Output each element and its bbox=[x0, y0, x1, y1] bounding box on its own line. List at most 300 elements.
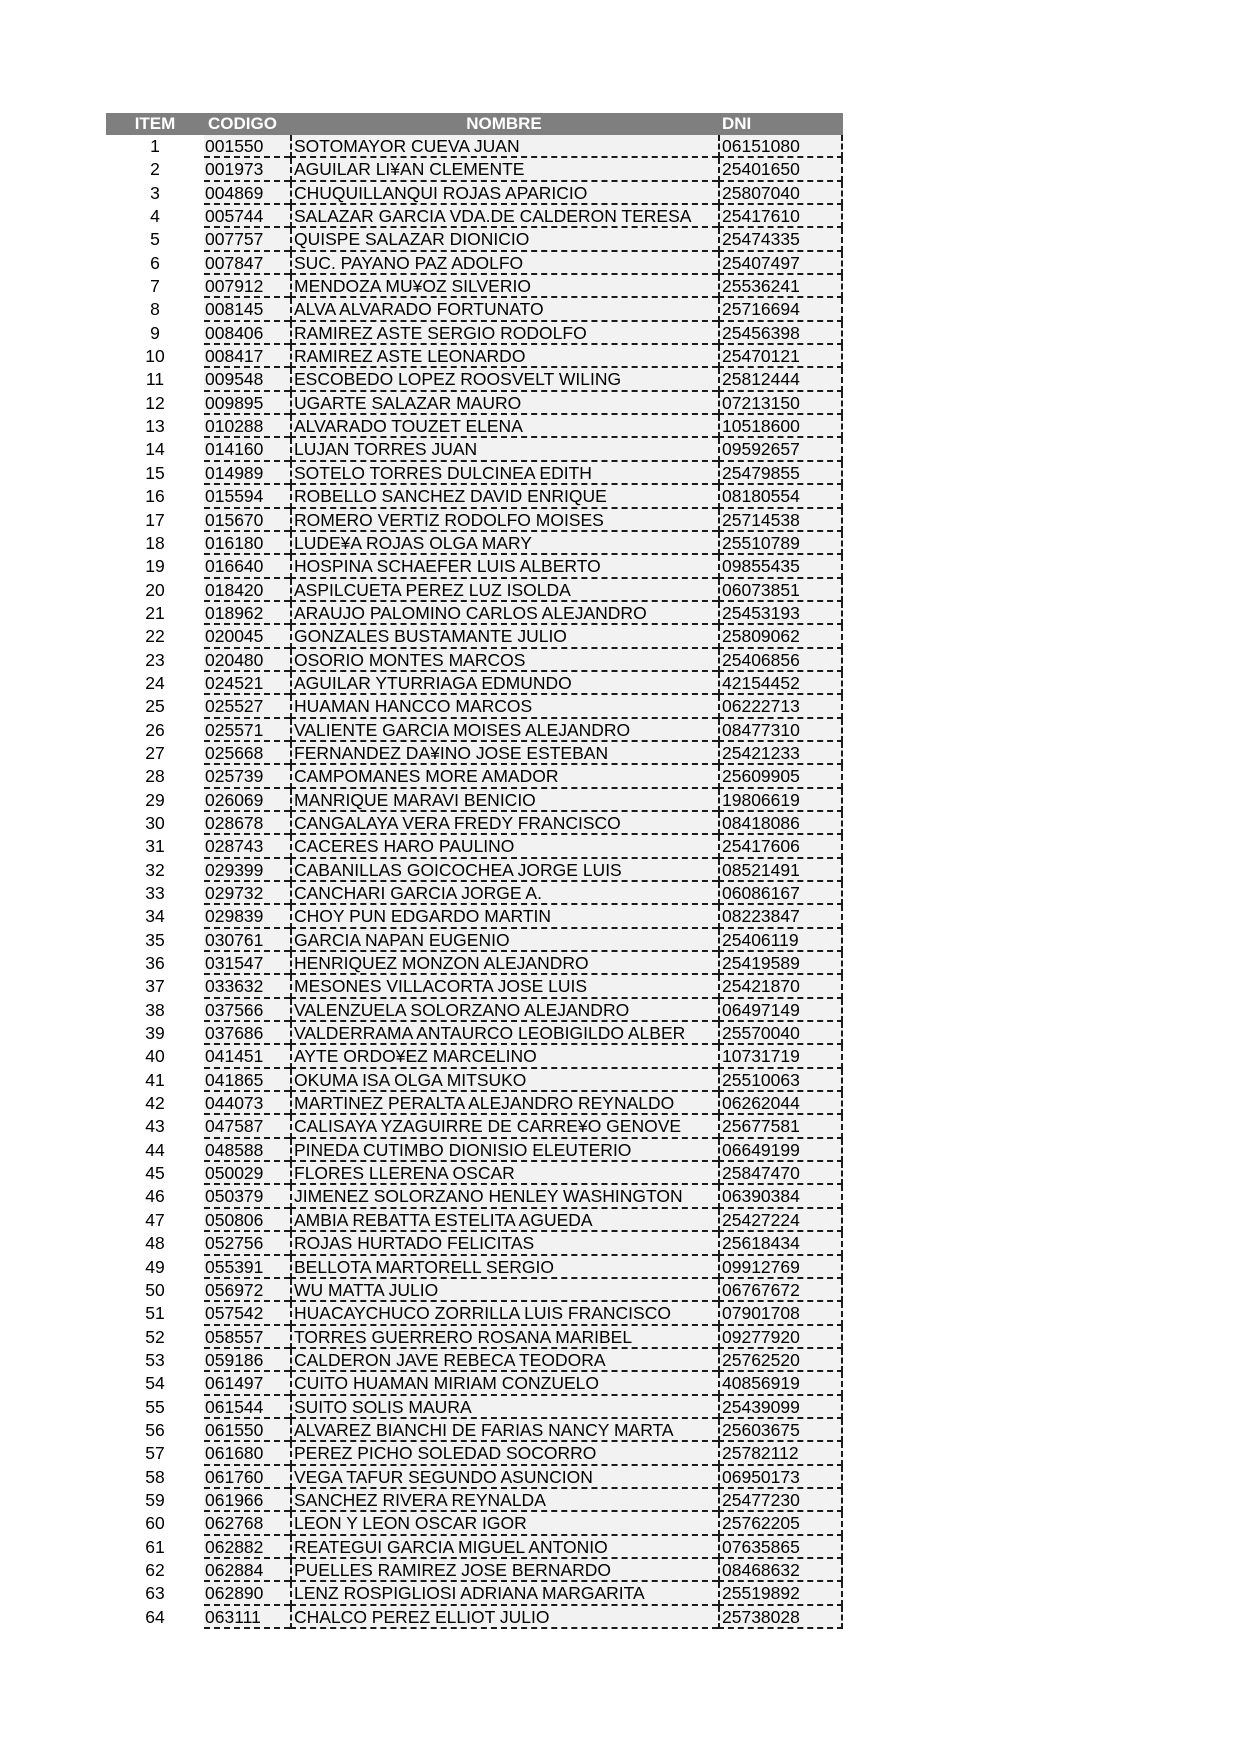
nombre-cell: AGUILAR YTURRIAGA EDMUNDO bbox=[290, 672, 718, 695]
table-row bbox=[106, 765, 843, 788]
dni-cell: 25474335 bbox=[718, 228, 843, 251]
codigo-cell: 061544 bbox=[204, 1396, 290, 1419]
nombre-cell: LENZ ROSPIGLIOSI ADRIANA MARGARITA bbox=[290, 1582, 718, 1605]
nombre-cell: HOSPINA SCHAEFER LUIS ALBERTO bbox=[290, 555, 718, 578]
codigo-cell: 062768 bbox=[204, 1512, 290, 1535]
dni-cell: 06950173 bbox=[718, 1466, 843, 1489]
nombre-cell: CANCHARI GARCIA JORGE A. bbox=[290, 882, 718, 905]
table-row bbox=[106, 532, 843, 555]
table-row bbox=[106, 462, 843, 485]
codigo-cell: 016180 bbox=[204, 532, 290, 555]
dni-cell: 07635865 bbox=[718, 1536, 843, 1559]
codigo-cell: 008406 bbox=[204, 322, 290, 345]
item-cell: 50 bbox=[145, 1279, 165, 1300]
dni-cell: 07901708 bbox=[718, 1302, 843, 1325]
dni-cell: 25510063 bbox=[718, 1069, 843, 1092]
nombre-cell: REATEGUI GARCIA MIGUEL ANTONIO bbox=[290, 1536, 718, 1559]
dni-cell: 25421870 bbox=[718, 975, 843, 998]
item-cell: 15 bbox=[145, 462, 165, 483]
table-row bbox=[106, 485, 843, 508]
nombre-cell: FLORES LLERENA OSCAR bbox=[290, 1162, 718, 1185]
item-cell: 43 bbox=[145, 1116, 165, 1137]
codigo-cell: 018962 bbox=[204, 602, 290, 625]
item-cell: 58 bbox=[145, 1466, 165, 1487]
dni-cell: 07213150 bbox=[718, 392, 843, 415]
item-cell: 41 bbox=[145, 1069, 165, 1090]
codigo-cell: 062890 bbox=[204, 1582, 290, 1605]
item-cell: 2 bbox=[150, 159, 160, 180]
codigo-cell: 050806 bbox=[204, 1209, 290, 1232]
dni-cell: 08521491 bbox=[718, 859, 843, 882]
dni-cell: 09277920 bbox=[718, 1326, 843, 1349]
table-row bbox=[106, 1536, 843, 1559]
codigo-cell: 037686 bbox=[204, 1022, 290, 1045]
header-codigo: CODIGO bbox=[208, 114, 277, 133]
codigo-cell: 058557 bbox=[204, 1326, 290, 1349]
dni-cell: 25677581 bbox=[718, 1115, 843, 1138]
dni-cell: 25716694 bbox=[718, 298, 843, 321]
dni-cell: 19806619 bbox=[718, 789, 843, 812]
dni-cell: 25406119 bbox=[718, 929, 843, 952]
table-row bbox=[106, 1162, 843, 1185]
table-row bbox=[106, 415, 843, 438]
nombre-cell: AGUILAR LI¥AN CLEMENTE bbox=[290, 158, 718, 181]
item-cell: 63 bbox=[145, 1583, 165, 1604]
dni-cell: 25427224 bbox=[718, 1209, 843, 1232]
item-cell: 35 bbox=[145, 929, 165, 950]
dni-cell: 25417606 bbox=[718, 835, 843, 858]
dni-cell: 25453193 bbox=[718, 602, 843, 625]
table-row bbox=[106, 1349, 843, 1372]
codigo-cell: 010288 bbox=[204, 415, 290, 438]
codigo-cell: 025527 bbox=[204, 695, 290, 718]
nombre-cell: GONZALES BUSTAMANTE JULIO bbox=[290, 625, 718, 648]
nombre-cell: TORRES GUERRERO ROSANA MARIBEL bbox=[290, 1326, 718, 1349]
dni-cell: 25536241 bbox=[718, 275, 843, 298]
codigo-cell: 007847 bbox=[204, 252, 290, 275]
nombre-cell: MESONES VILLACORTA JOSE LUIS bbox=[290, 975, 718, 998]
codigo-cell: 052756 bbox=[204, 1232, 290, 1255]
table-row bbox=[106, 555, 843, 578]
nombre-cell: AMBIA REBATTA ESTELITA AGUEDA bbox=[290, 1209, 718, 1232]
dni-cell: 25714538 bbox=[718, 509, 843, 532]
codigo-cell: 061966 bbox=[204, 1489, 290, 1512]
nombre-cell: AYTE ORDO¥EZ MARCELINO bbox=[290, 1045, 718, 1068]
codigo-cell: 015670 bbox=[204, 509, 290, 532]
table-row bbox=[106, 392, 843, 415]
codigo-cell: 014989 bbox=[204, 462, 290, 485]
codigo-cell: 029399 bbox=[204, 859, 290, 882]
dni-cell: 25406856 bbox=[718, 649, 843, 672]
codigo-cell: 009548 bbox=[204, 368, 290, 391]
table-row bbox=[106, 158, 843, 181]
dni-cell: 08223847 bbox=[718, 905, 843, 928]
table-row bbox=[106, 1279, 843, 1302]
codigo-cell: 026069 bbox=[204, 789, 290, 812]
item-cell: 22 bbox=[145, 626, 165, 647]
dni-cell: 06649199 bbox=[718, 1139, 843, 1162]
item-cell: 13 bbox=[145, 416, 165, 437]
dni-cell: 25407497 bbox=[718, 252, 843, 275]
item-cell: 40 bbox=[145, 1046, 165, 1067]
item-cell: 27 bbox=[145, 742, 165, 763]
codigo-cell: 028678 bbox=[204, 812, 290, 835]
item-cell: 14 bbox=[145, 439, 165, 460]
nombre-cell: VALDERRAMA ANTAURCO LEOBIGILDO ALBER bbox=[290, 1022, 718, 1045]
codigo-cell: 025668 bbox=[204, 742, 290, 765]
nombre-cell: SANCHEZ RIVERA REYNALDA bbox=[290, 1489, 718, 1512]
item-cell: 1 bbox=[150, 136, 160, 156]
nombre-cell: VALENZUELA SOLORZANO ALEJANDRO bbox=[290, 999, 718, 1022]
codigo-cell: 041865 bbox=[204, 1069, 290, 1092]
codigo-cell: 050379 bbox=[204, 1185, 290, 1208]
nombre-cell: ASPILCUETA PEREZ LUZ ISOLDA bbox=[290, 579, 718, 602]
nombre-cell: HUAMAN HANCCO MARCOS bbox=[290, 695, 718, 718]
dni-cell: 25738028 bbox=[718, 1606, 843, 1629]
nombre-cell: BELLOTA MARTORELL SERGIO bbox=[290, 1256, 718, 1279]
codigo-cell: 057542 bbox=[204, 1302, 290, 1325]
table-header bbox=[106, 113, 843, 135]
table-row bbox=[106, 1372, 843, 1395]
dni-cell: 25809062 bbox=[718, 625, 843, 648]
nombre-cell: ESCOBEDO LOPEZ ROOSVELT WILING bbox=[290, 368, 718, 391]
dni-cell: 25519892 bbox=[718, 1582, 843, 1605]
nombre-cell: MENDOZA MU¥OZ SILVERIO bbox=[290, 275, 718, 298]
dni-cell: 25510789 bbox=[718, 532, 843, 555]
table-row bbox=[106, 672, 843, 695]
item-cell: 64 bbox=[145, 1606, 165, 1627]
nombre-cell: RAMIREZ ASTE SERGIO RODOLFO bbox=[290, 322, 718, 345]
dni-cell: 06086167 bbox=[718, 882, 843, 905]
codigo-cell: 001550 bbox=[204, 135, 290, 158]
nombre-cell: QUISPE SALAZAR DIONICIO bbox=[290, 228, 718, 251]
table-row bbox=[106, 1092, 843, 1115]
codigo-cell: 061760 bbox=[204, 1466, 290, 1489]
dni-cell: 25419589 bbox=[718, 952, 843, 975]
table-row bbox=[106, 298, 843, 321]
nombre-cell: CABANILLAS GOICOCHEA JORGE LUIS bbox=[290, 859, 718, 882]
table-row bbox=[106, 1069, 843, 1092]
item-cell: 45 bbox=[145, 1163, 165, 1184]
table-row bbox=[106, 1022, 843, 1045]
item-cell: 57 bbox=[145, 1443, 165, 1464]
nombre-cell: PUELLES RAMIREZ JOSE BERNARDO bbox=[290, 1559, 718, 1582]
table-row bbox=[106, 368, 843, 391]
table-row bbox=[106, 1582, 843, 1605]
codigo-cell: 016640 bbox=[204, 555, 290, 578]
item-cell: 61 bbox=[145, 1536, 165, 1557]
dni-cell: 25609905 bbox=[718, 765, 843, 788]
item-cell: 11 bbox=[145, 369, 165, 390]
item-cell: 46 bbox=[145, 1186, 165, 1207]
codigo-cell: 018420 bbox=[204, 579, 290, 602]
dni-cell: 10731719 bbox=[718, 1045, 843, 1068]
table-row bbox=[106, 1559, 843, 1582]
codigo-cell: 029732 bbox=[204, 882, 290, 905]
table-row bbox=[106, 1606, 843, 1629]
dni-cell: 25618434 bbox=[718, 1232, 843, 1255]
item-cell: 38 bbox=[145, 999, 165, 1020]
nombre-cell: OSORIO MONTES MARCOS bbox=[290, 649, 718, 672]
table-row bbox=[106, 719, 843, 742]
dni-cell: 25417610 bbox=[718, 205, 843, 228]
nombre-cell: FERNANDEZ DA¥INO JOSE ESTEBAN bbox=[290, 742, 718, 765]
nombre-cell: CALDERON JAVE REBECA TEODORA bbox=[290, 1349, 718, 1372]
nombre-cell: ROMERO VERTIZ RODOLFO MOISES bbox=[290, 509, 718, 532]
nombre-cell: RAMIREZ ASTE LEONARDO bbox=[290, 345, 718, 368]
table-row bbox=[106, 228, 843, 251]
codigo-cell: 015594 bbox=[204, 485, 290, 508]
codigo-cell: 005744 bbox=[204, 205, 290, 228]
codigo-cell: 007757 bbox=[204, 228, 290, 251]
table-row bbox=[106, 322, 843, 345]
item-cell: 30 bbox=[145, 812, 165, 833]
codigo-cell: 050029 bbox=[204, 1162, 290, 1185]
dni-cell: 09592657 bbox=[718, 438, 843, 461]
table-row bbox=[106, 1442, 843, 1465]
dni-cell: 10518600 bbox=[718, 415, 843, 438]
dni-cell: 25456398 bbox=[718, 322, 843, 345]
nombre-cell: HENRIQUEZ MONZON ALEJANDRO bbox=[290, 952, 718, 975]
nombre-cell: CHALCO PEREZ ELLIOT JULIO bbox=[290, 1606, 718, 1629]
item-cell: 24 bbox=[145, 672, 165, 693]
codigo-cell: 020480 bbox=[204, 649, 290, 672]
nombre-cell: CALISAYA YZAGUIRRE DE CARRE¥O GENOVE bbox=[290, 1115, 718, 1138]
dni-cell: 25401650 bbox=[718, 158, 843, 181]
codigo-cell: 029839 bbox=[204, 905, 290, 928]
table-row bbox=[106, 1302, 843, 1325]
table-row bbox=[106, 1209, 843, 1232]
dni-cell: 40856919 bbox=[718, 1372, 843, 1395]
item-cell: 34 bbox=[145, 906, 165, 927]
table-row bbox=[106, 1326, 843, 1349]
codigo-cell: 025571 bbox=[204, 719, 290, 742]
dni-cell: 25479855 bbox=[718, 462, 843, 485]
table-row bbox=[106, 695, 843, 718]
item-cell: 4 bbox=[150, 206, 160, 227]
item-cell: 18 bbox=[145, 532, 165, 553]
item-cell: 52 bbox=[145, 1326, 165, 1347]
nombre-cell: ARAUJO PALOMINO CARLOS ALEJANDRO bbox=[290, 602, 718, 625]
table-row bbox=[106, 1396, 843, 1419]
codigo-cell: 044073 bbox=[204, 1092, 290, 1115]
item-cell: 12 bbox=[145, 392, 165, 413]
codigo-cell: 033632 bbox=[204, 975, 290, 998]
dni-cell: 25570040 bbox=[718, 1022, 843, 1045]
codigo-cell: 062884 bbox=[204, 1559, 290, 1582]
item-cell: 42 bbox=[145, 1093, 165, 1114]
table-row bbox=[106, 252, 843, 275]
table-row bbox=[106, 952, 843, 975]
codigo-cell: 048588 bbox=[204, 1139, 290, 1162]
item-cell: 8 bbox=[150, 299, 160, 320]
item-cell: 9 bbox=[150, 322, 160, 343]
dni-cell: 09912769 bbox=[718, 1256, 843, 1279]
dni-cell: 25603675 bbox=[718, 1419, 843, 1442]
table-row bbox=[106, 882, 843, 905]
table-row bbox=[106, 999, 843, 1022]
codigo-cell: 004869 bbox=[204, 182, 290, 205]
data-table bbox=[106, 113, 843, 1629]
table-row bbox=[106, 905, 843, 928]
dni-cell: 25847470 bbox=[718, 1162, 843, 1185]
item-cell: 32 bbox=[145, 859, 165, 880]
item-cell: 33 bbox=[145, 883, 165, 903]
nombre-cell: UGARTE SALAZAR MAURO bbox=[290, 392, 718, 415]
codigo-cell: 009895 bbox=[204, 392, 290, 415]
nombre-cell: VALIENTE GARCIA MOISES ALEJANDRO bbox=[290, 719, 718, 742]
nombre-cell: PEREZ PICHO SOLEDAD SOCORRO bbox=[290, 1442, 718, 1465]
nombre-cell: SUITO SOLIS MAURA bbox=[290, 1396, 718, 1419]
codigo-cell: 008145 bbox=[204, 298, 290, 321]
dni-cell: 06390384 bbox=[718, 1185, 843, 1208]
item-cell: 36 bbox=[145, 953, 165, 974]
nombre-cell: SUC. PAYANO PAZ ADOLFO bbox=[290, 252, 718, 275]
codigo-cell: 001973 bbox=[204, 158, 290, 181]
item-cell: 17 bbox=[145, 509, 165, 530]
nombre-cell: ROJAS HURTADO FELICITAS bbox=[290, 1232, 718, 1255]
table-row bbox=[106, 742, 843, 765]
item-cell: 20 bbox=[145, 579, 165, 600]
table-row bbox=[106, 509, 843, 532]
nombre-cell: SOTOMAYOR CUEVA JUAN bbox=[290, 135, 718, 158]
item-cell: 16 bbox=[145, 486, 165, 507]
dni-cell: 25439099 bbox=[718, 1396, 843, 1419]
nombre-cell: CAMPOMANES MORE AMADOR bbox=[290, 765, 718, 788]
item-cell: 10 bbox=[145, 346, 165, 367]
table-row bbox=[106, 812, 843, 835]
dni-cell: 08468632 bbox=[718, 1559, 843, 1582]
item-cell: 3 bbox=[150, 182, 160, 203]
codigo-cell: 041451 bbox=[204, 1045, 290, 1068]
item-cell: 44 bbox=[145, 1139, 165, 1160]
codigo-cell: 028743 bbox=[204, 835, 290, 858]
nombre-cell: JIMENEZ SOLORZANO HENLEY WASHINGTON bbox=[290, 1185, 718, 1208]
item-cell: 37 bbox=[145, 976, 165, 997]
table-row bbox=[106, 1185, 843, 1208]
nombre-cell: SALAZAR GARCIA VDA.DE CALDERON TERESA bbox=[290, 205, 718, 228]
dni-cell: 06222713 bbox=[718, 695, 843, 718]
codigo-cell: 062882 bbox=[204, 1536, 290, 1559]
dni-cell: 08180554 bbox=[718, 485, 843, 508]
nombre-cell: CACERES HARO PAULINO bbox=[290, 835, 718, 858]
table-row bbox=[106, 182, 843, 205]
codigo-cell: 025739 bbox=[204, 765, 290, 788]
nombre-cell: MANRIQUE MARAVI BENICIO bbox=[290, 789, 718, 812]
table-row bbox=[106, 835, 843, 858]
dni-cell: 08477310 bbox=[718, 719, 843, 742]
table-row bbox=[106, 1466, 843, 1489]
codigo-cell: 055391 bbox=[204, 1256, 290, 1279]
dni-cell: 06497149 bbox=[718, 999, 843, 1022]
dni-cell: 25762520 bbox=[718, 1349, 843, 1372]
dni-cell: 06767672 bbox=[718, 1279, 843, 1302]
item-cell: 54 bbox=[145, 1373, 165, 1394]
dni-cell: 06262044 bbox=[718, 1092, 843, 1115]
item-cell: 51 bbox=[145, 1303, 165, 1324]
dni-cell: 25421233 bbox=[718, 742, 843, 765]
dni-cell: 08418086 bbox=[718, 812, 843, 835]
table-row bbox=[106, 859, 843, 882]
codigo-cell: 037566 bbox=[204, 999, 290, 1022]
item-cell: 26 bbox=[145, 719, 165, 740]
codigo-cell: 063111 bbox=[204, 1606, 290, 1629]
item-cell: 23 bbox=[145, 649, 165, 670]
nombre-cell: LUJAN TORRES JUAN bbox=[290, 438, 718, 461]
table-row bbox=[106, 205, 843, 228]
header-dni: DNI bbox=[722, 114, 752, 133]
dni-cell: 09855435 bbox=[718, 555, 843, 578]
nombre-cell: ROBELLO SANCHEZ DAVID ENRIQUE bbox=[290, 485, 718, 508]
table-row bbox=[106, 438, 843, 461]
nombre-cell: VEGA TAFUR SEGUNDO ASUNCION bbox=[290, 1466, 718, 1489]
item-cell: 49 bbox=[145, 1256, 165, 1277]
nombre-cell: ALVARADO TOUZET ELENA bbox=[290, 415, 718, 438]
nombre-cell: CANGALAYA VERA FREDY FRANCISCO bbox=[290, 812, 718, 835]
codigo-cell: 020045 bbox=[204, 625, 290, 648]
item-cell: 62 bbox=[145, 1559, 165, 1580]
codigo-cell: 056972 bbox=[204, 1279, 290, 1302]
table-row bbox=[106, 929, 843, 952]
nombre-cell: OKUMA ISA OLGA MITSUKO bbox=[290, 1069, 718, 1092]
table-row bbox=[106, 1419, 843, 1442]
item-cell: 48 bbox=[145, 1233, 165, 1254]
item-cell: 39 bbox=[145, 1023, 165, 1044]
table-row bbox=[106, 1512, 843, 1535]
table-row bbox=[106, 1045, 843, 1068]
item-cell: 25 bbox=[145, 696, 165, 717]
nombre-cell: SOTELO TORRES DULCINEA EDITH bbox=[290, 462, 718, 485]
header-nombre: NOMBRE bbox=[466, 114, 542, 133]
codigo-cell: 014160 bbox=[204, 438, 290, 461]
item-cell: 7 bbox=[150, 276, 160, 297]
dni-cell: 06073851 bbox=[718, 579, 843, 602]
nombre-cell: MARTINEZ PERALTA ALEJANDRO REYNALDO bbox=[290, 1092, 718, 1115]
codigo-cell: 031547 bbox=[204, 952, 290, 975]
table-row bbox=[106, 135, 843, 158]
table-row bbox=[106, 625, 843, 648]
item-cell: 31 bbox=[145, 836, 165, 857]
nombre-cell: ALVA ALVARADO FORTUNATO bbox=[290, 298, 718, 321]
nombre-cell: CUITO HUAMAN MIRIAM CONZUELO bbox=[290, 1372, 718, 1395]
nombre-cell: CHUQUILLANQUI ROJAS APARICIO bbox=[290, 182, 718, 205]
table-row bbox=[106, 1139, 843, 1162]
item-cell: 47 bbox=[145, 1209, 165, 1230]
header-item: ITEM bbox=[134, 114, 176, 133]
item-cell: 60 bbox=[145, 1513, 165, 1534]
item-cell: 21 bbox=[145, 602, 165, 623]
nombre-cell: CHOY PUN EDGARDO MARTIN bbox=[290, 905, 718, 928]
dni-cell: 25477230 bbox=[718, 1489, 843, 1512]
codigo-cell: 007912 bbox=[204, 275, 290, 298]
dni-cell: 25812444 bbox=[718, 368, 843, 391]
table-row bbox=[106, 345, 843, 368]
dni-cell: 06151080 bbox=[718, 135, 843, 158]
item-cell: 28 bbox=[145, 766, 165, 787]
codigo-cell: 061680 bbox=[204, 1442, 290, 1465]
codigo-cell: 030761 bbox=[204, 929, 290, 952]
codigo-cell: 061550 bbox=[204, 1419, 290, 1442]
table-row bbox=[106, 649, 843, 672]
table-row bbox=[106, 602, 843, 625]
table-row bbox=[106, 1232, 843, 1255]
table-row bbox=[106, 275, 843, 298]
table-row bbox=[106, 975, 843, 998]
nombre-cell: HUACAYCHUCO ZORRILLA LUIS FRANCISCO bbox=[290, 1302, 718, 1325]
nombre-cell: GARCIA NAPAN EUGENIO bbox=[290, 929, 718, 952]
nombre-cell: PINEDA CUTIMBO DIONISIO ELEUTERIO bbox=[290, 1139, 718, 1162]
table-body bbox=[106, 135, 843, 1629]
